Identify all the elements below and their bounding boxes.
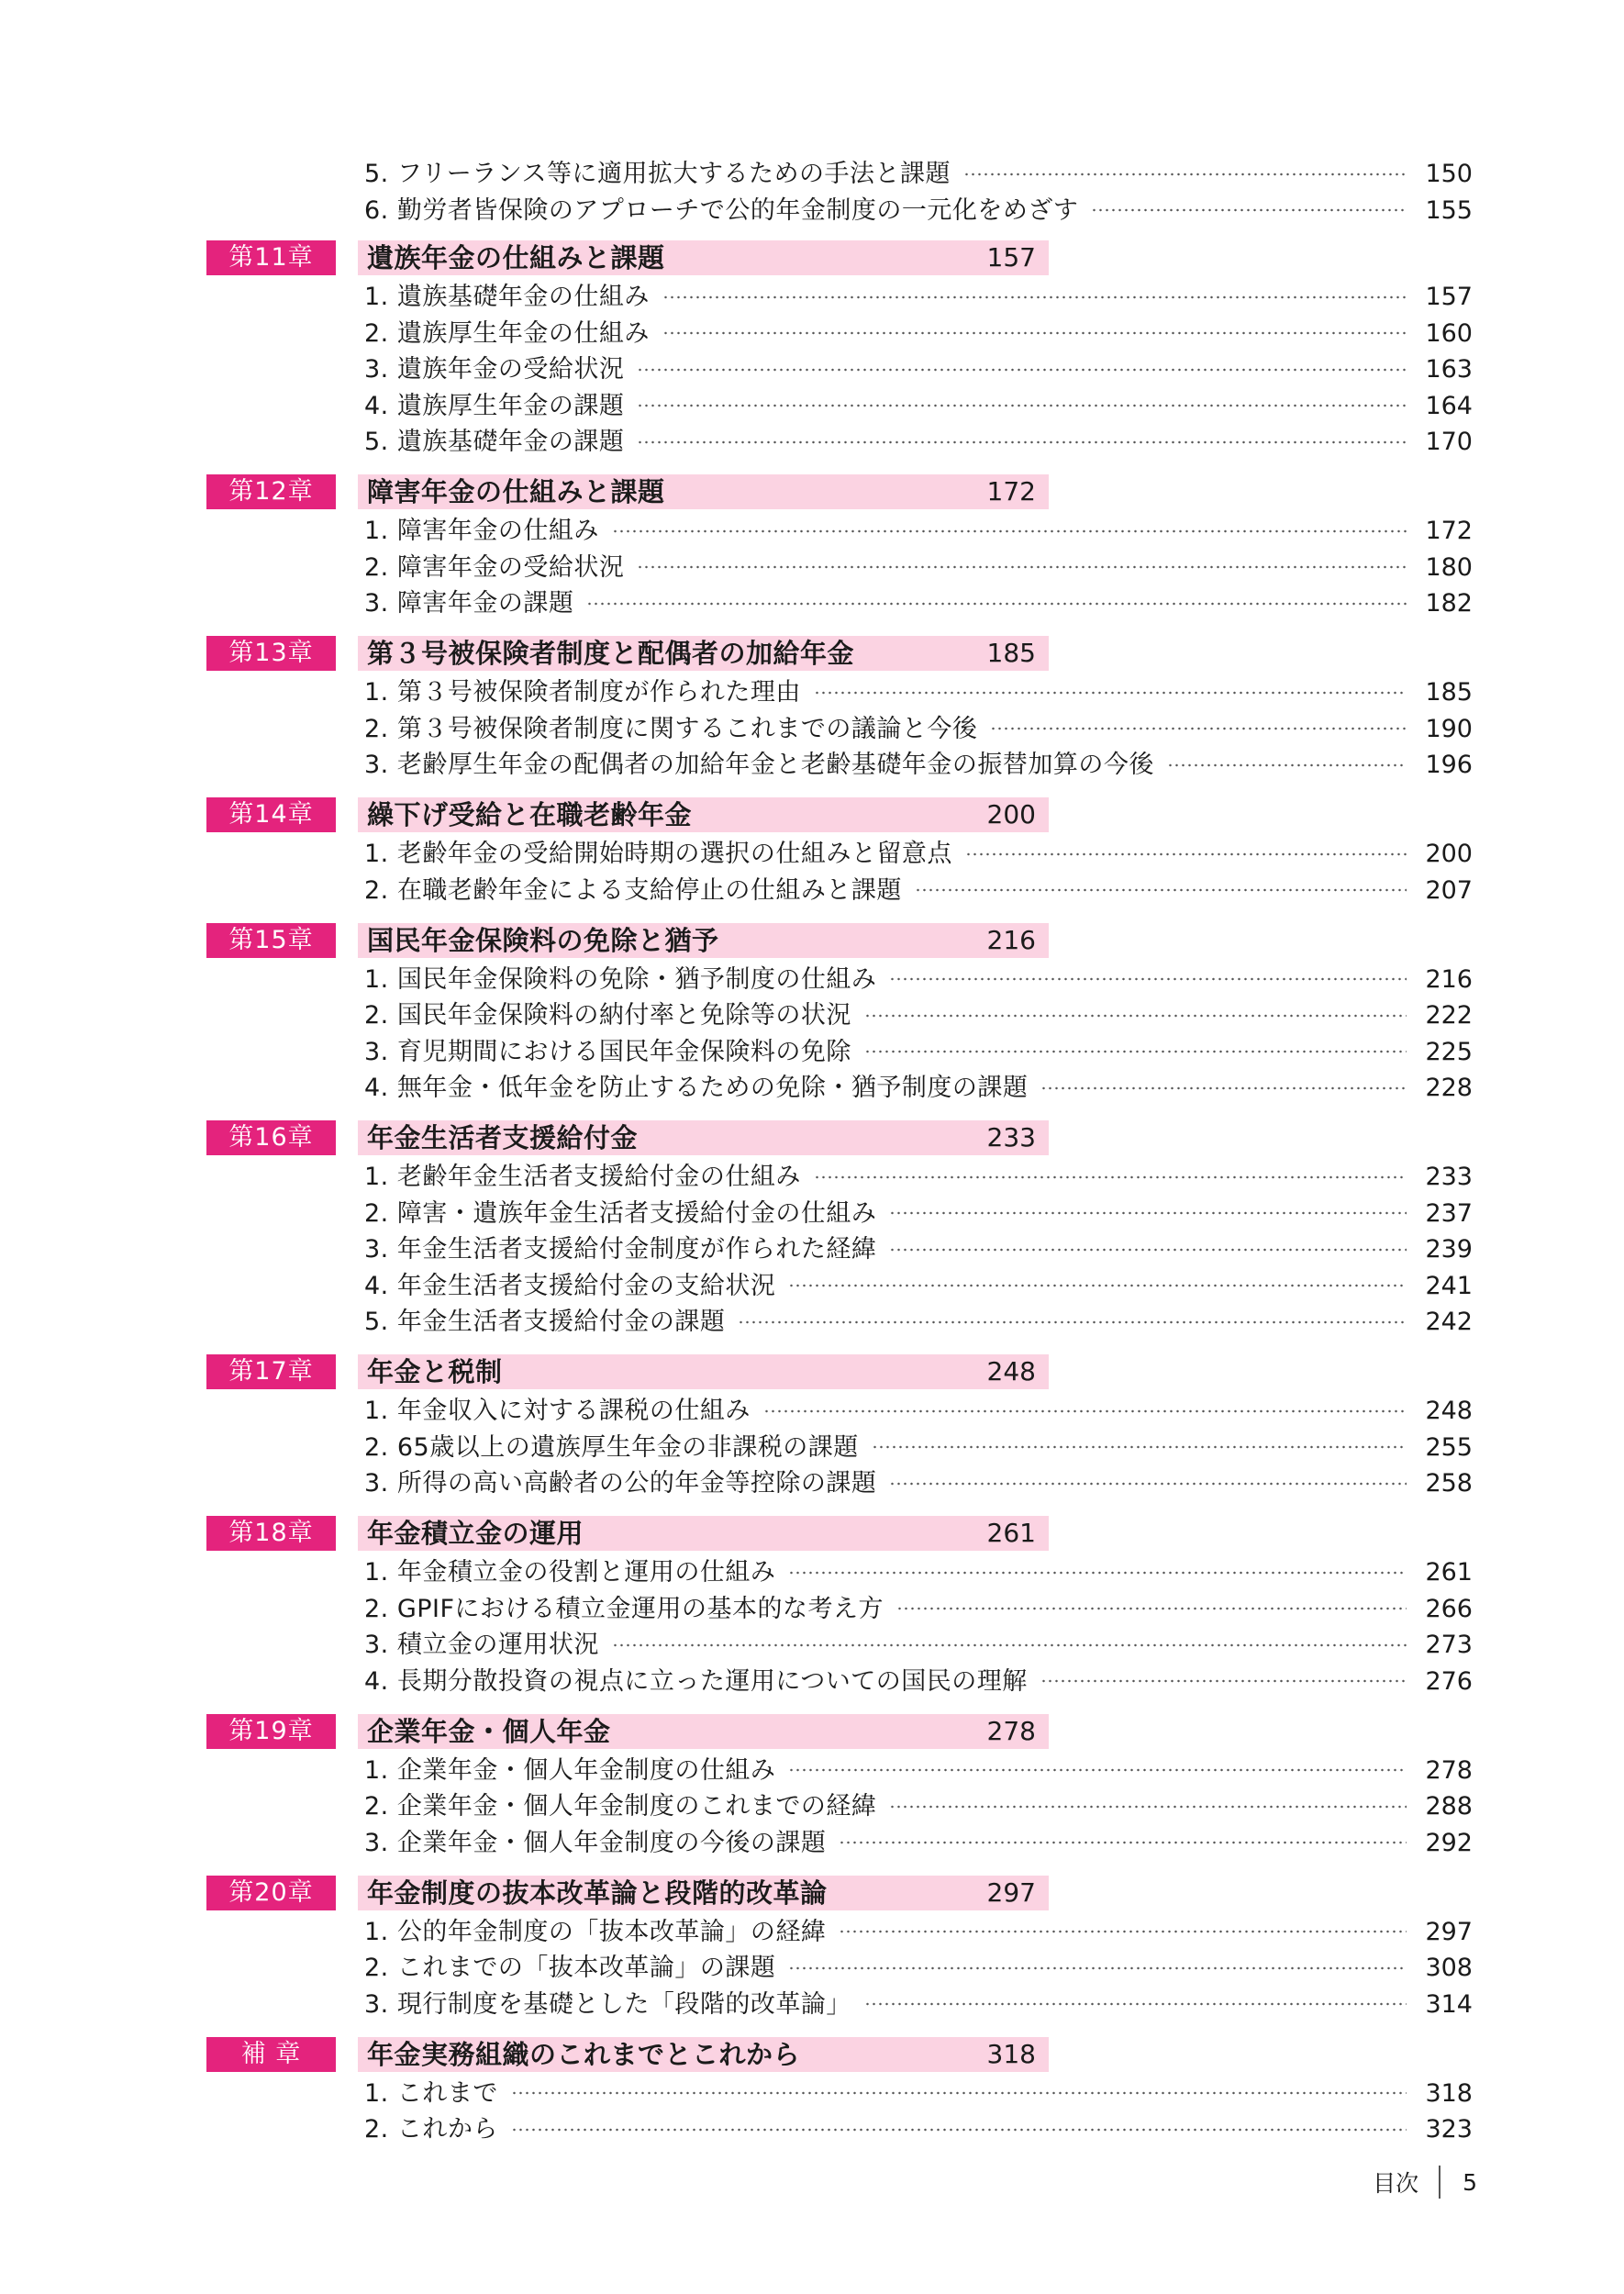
toc-entry-page: 314 xyxy=(1425,1989,1473,2019)
chapter-number-badge: 第14章 xyxy=(206,797,336,832)
dot-leader xyxy=(511,2091,1407,2095)
dot-leader xyxy=(738,1320,1407,1324)
chapter-heading[interactable] xyxy=(206,636,1049,671)
toc-entry-label: 3. 老齢厚生年金の配偶者の加給年金と老齢基礎年金の振替加算の今後 xyxy=(364,751,1154,779)
dot-leader xyxy=(896,1607,1407,1610)
dot-leader xyxy=(864,1050,1407,1053)
toc-entry[interactable] xyxy=(364,836,1473,872)
dot-leader xyxy=(1040,1086,1407,1090)
toc-entry-label: 2. 障害・遺族年金生活者支援給付金の仕組み xyxy=(364,1198,877,1228)
toc-entry-label: 4. 長期分散投資の視点に立った運用についての国民の理解 xyxy=(364,1666,1028,1696)
toc-entry-page: 233 xyxy=(1425,1163,1473,1191)
toc-entry-label: 2. GPIFにおける積立金運用の基本的な考え方 xyxy=(364,1594,884,1623)
chapter-page: 172 xyxy=(986,476,1036,507)
chapter-title: 企業年金・個人年金 xyxy=(367,1715,611,1747)
chapter-title-bar xyxy=(358,797,1049,832)
dot-leader xyxy=(1091,208,1407,212)
chapter-title-bar xyxy=(358,923,1049,958)
toc-entry[interactable] xyxy=(364,1034,1473,1070)
toc-entry-label: 5. 遺族基礎年金の課題 xyxy=(364,428,625,456)
chapter-title: 障害年金の仕組みと課題 xyxy=(367,476,665,507)
toc-entry-label: 1. 年金積立金の役割と運用の仕組み xyxy=(364,1558,776,1587)
toc-entry-page: 318 xyxy=(1425,2078,1473,2108)
chapter-heading[interactable] xyxy=(206,1354,1049,1389)
toc-entry-label: 2. 障害年金の受給状況 xyxy=(364,552,625,582)
toc-entry-page: 200 xyxy=(1425,840,1473,868)
toc-entry-page: 196 xyxy=(1425,751,1473,779)
toc-entry[interactable] xyxy=(364,1465,1473,1501)
toc-entry-label: 3. 障害年金の課題 xyxy=(364,589,574,618)
toc-entry-page: 164 xyxy=(1425,391,1473,420)
toc-entry[interactable] xyxy=(364,1987,1473,2022)
chapter-title-bar xyxy=(358,1354,1049,1389)
toc-entry[interactable] xyxy=(364,193,1473,228)
dot-leader xyxy=(1167,763,1407,767)
dot-leader xyxy=(586,602,1407,606)
toc-entry[interactable] xyxy=(364,747,1473,783)
toc-entry-page: 241 xyxy=(1425,1271,1473,1300)
toc-entry-page: 239 xyxy=(1425,1235,1473,1264)
toc-entry[interactable] xyxy=(364,674,1473,710)
toc-entry[interactable] xyxy=(364,316,1473,351)
toc-entry-page: 242 xyxy=(1425,1308,1473,1336)
chapter-title: 年金生活者支援給付金 xyxy=(367,1122,639,1153)
toc-entry[interactable] xyxy=(364,2111,1473,2147)
chapter-page: 200 xyxy=(986,799,1036,830)
toc-entry-page: 273 xyxy=(1425,1631,1473,1659)
toc-entry[interactable] xyxy=(364,513,1473,549)
dot-leader xyxy=(839,1930,1407,1933)
toc-entry-label: 1. 老齢年金生活者支援給付金の仕組み xyxy=(364,1163,801,1191)
chapter-heading[interactable] xyxy=(206,1120,1049,1155)
chapter-title: 遺族年金の仕組みと課題 xyxy=(367,242,665,273)
dot-leader xyxy=(511,2128,1407,2132)
toc-entry[interactable] xyxy=(364,997,1473,1033)
toc-entry[interactable] xyxy=(364,1430,1473,1465)
toc-entry-page: 216 xyxy=(1425,964,1473,994)
chapter-number-badge: 第19章 xyxy=(206,1714,336,1749)
dot-leader xyxy=(612,1643,1407,1647)
chapter-heading[interactable] xyxy=(206,474,1049,509)
toc-entry-label: 1. 遺族基礎年金の仕組み xyxy=(364,283,650,311)
chapter-title: 年金実務組織のこれまでとこれから xyxy=(367,2038,801,2070)
chapter-page: 297 xyxy=(986,1876,1036,1908)
dot-leader xyxy=(889,1211,1407,1215)
toc-entry[interactable] xyxy=(364,585,1473,621)
toc-entry-label: 5. フリーランス等に適用拡大するための手法と課題 xyxy=(364,160,951,188)
toc-entry-page: 172 xyxy=(1425,517,1473,545)
toc-entry[interactable] xyxy=(364,1554,1473,1590)
chapter-heading[interactable] xyxy=(206,1876,1049,1910)
toc-entry[interactable] xyxy=(364,351,1473,387)
dot-leader xyxy=(889,1248,1407,1252)
toc-entry-label: 1. これまで xyxy=(364,2078,498,2108)
toc-entry-page: 308 xyxy=(1425,1954,1473,1982)
toc-entry-label: 1. 老齢年金の受給開始時期の選択の仕組みと留意点 xyxy=(364,840,952,868)
toc-entry[interactable] xyxy=(364,424,1473,460)
chapter-page: 318 xyxy=(986,2038,1036,2069)
footer-divider xyxy=(1439,2166,1440,2199)
toc-entry-label: 6. 勤労者皆保険のアプローチで公的年金制度の一元化をめざす xyxy=(364,195,1079,225)
toc-entry-label: 2. 企業年金・個人年金制度のこれまでの経緯 xyxy=(364,1792,877,1821)
toc-entry-page: 323 xyxy=(1425,2115,1473,2144)
toc-entry[interactable] xyxy=(364,1159,1473,1195)
chapter-title-bar xyxy=(358,1714,1049,1749)
dot-leader xyxy=(864,1014,1407,1018)
toc-entry-label: 3. 所得の高い高齢者の公的年金等控除の課題 xyxy=(364,1469,877,1498)
chapter-number-badge: 第20章 xyxy=(206,1876,336,1910)
toc-entry-page: 276 xyxy=(1425,1666,1473,1696)
toc-entry-label: 3. 遺族年金の受給状況 xyxy=(364,355,625,384)
toc-entry[interactable] xyxy=(364,1070,1473,1106)
toc-entry-label: 3. 育児期間における国民年金保険料の免除 xyxy=(364,1037,851,1066)
toc-entry[interactable] xyxy=(364,1268,1473,1304)
toc-entry[interactable] xyxy=(364,1914,1473,1950)
toc-entry-label: 4. 無年金・低年金を防止するための免除・猶予制度の課題 xyxy=(364,1074,1029,1102)
toc-entry-label: 3. 積立金の運用状況 xyxy=(364,1631,599,1659)
dot-leader xyxy=(662,295,1407,299)
toc-entry-label: 1. 第３号被保険者制度が作られた理由 xyxy=(364,678,801,707)
chapter-number-badge: 第16章 xyxy=(206,1120,336,1155)
dot-leader xyxy=(965,852,1407,856)
toc-entry-page: 228 xyxy=(1425,1074,1473,1102)
toc-entry-page: 237 xyxy=(1425,1198,1473,1228)
toc-entry-page: 261 xyxy=(1425,1558,1473,1587)
toc-entry-label: 1. 企業年金・個人年金制度の仕組み xyxy=(364,1755,776,1785)
toc-entry[interactable] xyxy=(364,1591,1473,1627)
chapter-title: 年金積立金の運用 xyxy=(367,1518,584,1549)
toc-entry-label: 1. 障害年金の仕組み xyxy=(364,517,599,545)
chapter-page: 157 xyxy=(986,242,1036,273)
toc-entry-page: 185 xyxy=(1425,678,1473,707)
chapter-title: 第３号被保険者制度と配偶者の加給年金 xyxy=(367,638,855,669)
dot-leader xyxy=(872,1445,1407,1449)
dot-leader xyxy=(963,173,1407,176)
toc-entry-page: 182 xyxy=(1425,589,1473,618)
toc-entry-label: 1. 公的年金制度の「抜本改革論」の経緯 xyxy=(364,1917,827,1946)
toc-entry-label: 2. 65歳以上の遺族厚生年金の非課税の課題 xyxy=(364,1432,859,1462)
dot-leader xyxy=(864,2002,1407,2006)
toc-entry[interactable] xyxy=(364,1304,1473,1340)
toc-entry-page: 297 xyxy=(1425,1917,1473,1946)
toc-entry[interactable] xyxy=(364,962,1473,997)
dot-leader xyxy=(1040,1679,1407,1683)
toc-entry-page: 190 xyxy=(1425,714,1473,743)
toc-entry[interactable] xyxy=(364,1393,1473,1429)
toc-entry[interactable] xyxy=(364,1664,1473,1699)
chapter-title-bar xyxy=(358,240,1049,275)
toc-entry-page: 150 xyxy=(1425,160,1473,188)
toc-entry[interactable] xyxy=(364,1825,1473,1861)
toc-entry-page: 225 xyxy=(1425,1037,1473,1066)
footer-page-number: 5 xyxy=(1463,2168,1477,2196)
chapter-title-bar xyxy=(358,474,1049,509)
dot-leader xyxy=(788,1284,1407,1287)
toc-entry-label: 2. 国民年金保険料の納付率と免除等の状況 xyxy=(364,1001,851,1030)
dot-leader xyxy=(889,1805,1407,1809)
dot-leader xyxy=(889,977,1407,981)
toc-entry-page: 258 xyxy=(1425,1469,1473,1498)
dot-leader xyxy=(814,1175,1407,1179)
chapter-number-badge: 第13章 xyxy=(206,636,336,671)
chapter-page: 248 xyxy=(986,1356,1036,1386)
chapter-number-badge: 第17章 xyxy=(206,1354,336,1389)
toc-entry[interactable] xyxy=(364,1196,1473,1231)
dot-leader xyxy=(788,1571,1407,1575)
dot-leader xyxy=(788,1768,1407,1772)
toc-entry-label: 2. これから xyxy=(364,2115,498,2144)
dot-leader xyxy=(915,888,1407,892)
dot-leader xyxy=(637,440,1407,444)
dot-leader xyxy=(763,1409,1407,1413)
toc-entry-page: 157 xyxy=(1425,283,1473,311)
toc-entry[interactable] xyxy=(364,873,1473,908)
toc-entry[interactable] xyxy=(364,1753,1473,1788)
toc-entry[interactable] xyxy=(364,1231,1473,1267)
toc-entry-label: 3. 現行制度を基礎とした「段階的改革論」 xyxy=(364,1989,851,2019)
toc-entry-page: 266 xyxy=(1425,1594,1473,1623)
dot-leader xyxy=(662,331,1407,335)
toc-entry-page: 155 xyxy=(1425,195,1473,225)
toc-entry-label: 3. 年金生活者支援給付金制度が作られた経緯 xyxy=(364,1235,877,1264)
toc-entry-page: 278 xyxy=(1425,1755,1473,1785)
dot-leader xyxy=(788,1966,1407,1970)
chapter-title-bar xyxy=(358,1876,1049,1910)
toc-entry-label: 3. 企業年金・個人年金制度の今後の課題 xyxy=(364,1828,827,1857)
toc-entry-label: 2. 第３号被保険者制度に関するこれまでの議論と今後 xyxy=(364,714,978,743)
chapter-heading[interactable] xyxy=(206,1714,1049,1749)
toc-entry-page: 288 xyxy=(1425,1792,1473,1821)
dot-leader xyxy=(839,1841,1407,1844)
toc-entry[interactable] xyxy=(364,2076,1473,2111)
toc-entry-page: 180 xyxy=(1425,552,1473,582)
toc-entry[interactable] xyxy=(364,156,1473,192)
toc-entry-page: 163 xyxy=(1425,355,1473,384)
chapter-heading[interactable] xyxy=(206,923,1049,958)
toc-entry-label: 4. 遺族厚生年金の課題 xyxy=(364,391,625,420)
toc-entry-label: 1. 国民年金保険料の免除・猶予制度の仕組み xyxy=(364,964,877,994)
toc-entry-label: 2. 在職老齢年金による支給停止の仕組みと課題 xyxy=(364,875,902,905)
chapter-title: 繰下げ受給と在職老齢年金 xyxy=(367,799,693,830)
chapter-title: 国民年金保険料の免除と猶予 xyxy=(367,924,719,956)
chapter-title-bar xyxy=(358,636,1049,671)
dot-leader xyxy=(637,368,1407,372)
dot-leader xyxy=(637,404,1407,407)
dot-leader xyxy=(889,1482,1407,1486)
chapter-page: 261 xyxy=(986,1518,1036,1548)
toc-entry-page: 207 xyxy=(1425,875,1473,905)
toc-entry-label: 1. 年金収入に対する課税の仕組み xyxy=(364,1397,751,1425)
toc-entry-label: 2. これまでの「抜本改革論」の課題 xyxy=(364,1954,776,1982)
chapter-page: 216 xyxy=(986,924,1036,955)
toc-entry-label: 5. 年金生活者支援給付金の課題 xyxy=(364,1308,726,1336)
toc-entry-page: 292 xyxy=(1425,1828,1473,1857)
chapter-title-bar xyxy=(358,1120,1049,1155)
chapter-heading[interactable] xyxy=(206,797,1049,832)
page-footer xyxy=(1373,2164,1477,2200)
toc-entry-label: 4. 年金生活者支援給付金の支給状況 xyxy=(364,1271,776,1300)
chapter-heading[interactable] xyxy=(206,2037,1049,2072)
chapter-title: 年金と税制 xyxy=(367,1356,503,1387)
toc-entry[interactable] xyxy=(364,1788,1473,1824)
dot-leader xyxy=(990,727,1407,730)
chapter-number-badge: 第11章 xyxy=(206,240,336,275)
chapter-number-badge: 補 章 xyxy=(206,2037,336,2072)
toc-entry-label: 2. 遺族厚生年金の仕組み xyxy=(364,318,650,348)
chapter-title: 年金制度の抜本改革論と段階的改革論 xyxy=(367,1876,828,1909)
chapter-heading[interactable] xyxy=(206,240,1049,275)
dot-leader xyxy=(612,529,1407,533)
toc-entry[interactable] xyxy=(364,550,1473,585)
chapter-number-badge: 第12章 xyxy=(206,474,336,509)
toc-entry[interactable] xyxy=(364,711,1473,747)
toc-entry[interactable] xyxy=(364,1627,1473,1663)
chapter-title-bar xyxy=(358,1516,1049,1551)
chapter-page: 233 xyxy=(986,1122,1036,1153)
chapter-title-bar xyxy=(358,2037,1049,2072)
toc-entry-page: 222 xyxy=(1425,1001,1473,1030)
footer-section-label: 目次 xyxy=(1373,2170,1419,2197)
toc-entry-page: 255 xyxy=(1425,1432,1473,1462)
dot-leader xyxy=(637,565,1407,569)
toc-entry-page: 170 xyxy=(1425,428,1473,456)
dot-leader xyxy=(814,691,1407,695)
toc-entry[interactable] xyxy=(364,388,1473,424)
chapter-number-badge: 第18章 xyxy=(206,1516,336,1551)
toc-entry[interactable] xyxy=(364,1950,1473,1986)
chapter-heading[interactable] xyxy=(206,1516,1049,1551)
chapter-number-badge: 第15章 xyxy=(206,923,336,958)
chapter-page: 278 xyxy=(986,1715,1036,1746)
chapter-page: 185 xyxy=(986,638,1036,668)
toc-entry[interactable] xyxy=(364,279,1473,315)
toc-entry-page: 160 xyxy=(1425,318,1473,348)
toc-entry-page: 248 xyxy=(1425,1397,1473,1425)
